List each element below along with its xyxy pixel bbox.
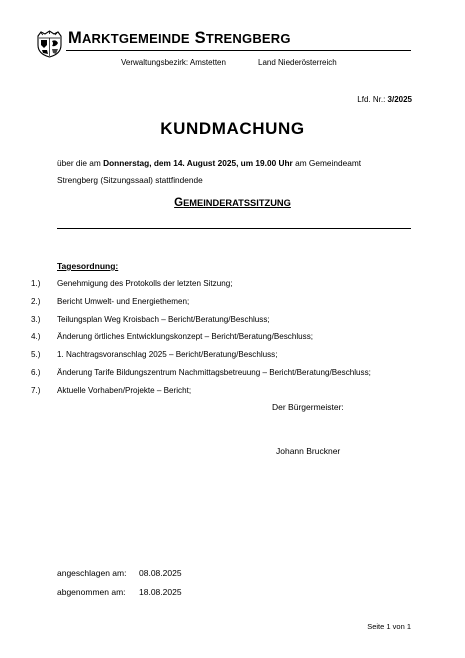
mayor-title: Der Bürgermeister: bbox=[272, 402, 344, 412]
posted-date-row bbox=[57, 568, 182, 578]
agenda-item: 2.) Bericht Umwelt- und Energiethemen; bbox=[31, 296, 190, 306]
district-label: Verwaltungsbezirk: Amstetten bbox=[121, 58, 226, 67]
agenda-item: 7.) Aktuelle Vorhaben/Projekte – Bericht; bbox=[31, 385, 192, 395]
removed-label: abgenommen am: bbox=[57, 587, 126, 597]
state-label: Land Niederösterreich bbox=[258, 58, 337, 67]
municipality-name: MARKTGEMEINDE STRENGBERG bbox=[68, 29, 291, 47]
meeting-datetime: Donnerstag, dem 14. August 2025, um 19.00 Uhr bbox=[103, 158, 293, 168]
document-title: KUNDMACHUNG bbox=[160, 119, 305, 138]
mayor-name: Johann Bruckner bbox=[276, 446, 341, 456]
reference-label: Lfd. Nr.: bbox=[357, 95, 386, 104]
agenda-item: 3.) Teilungsplan Weg Kroisbach – Bericht/Beratung/Beschluss; bbox=[31, 314, 270, 324]
posted-date: 08.08.2025 bbox=[139, 568, 182, 578]
agenda-heading: Tagesordnung: bbox=[57, 261, 119, 271]
removed-date-row bbox=[57, 587, 182, 597]
reference-number bbox=[357, 95, 412, 104]
section-divider bbox=[57, 228, 411, 229]
header-rule bbox=[66, 50, 411, 51]
removed-date: 18.08.2025 bbox=[139, 587, 182, 597]
reference-value: 3/2025 bbox=[387, 95, 412, 104]
agenda-item: 1.) Genehmigung des Protokolls der letzten Sitzung; bbox=[31, 279, 233, 288]
coat-of-arms-icon bbox=[37, 30, 62, 58]
agenda-item: 4.) Änderung örtliches Entwicklungskonzept – Bericht/Beratung/Beschluss; bbox=[31, 332, 313, 342]
meeting-type-heading: GEMEINDERATSSITZUNG bbox=[174, 197, 291, 209]
intro-text: über die am Donnerstag, dem 14. August 2025, um 19.00 Uhr am Gemeindeamt Strengberg (Sitzungssaal) stattfindende bbox=[57, 158, 362, 185]
agenda-item: 5.) 1. Nachtragsvoranschlag 2025 – Bericht/Beratung/Beschluss; bbox=[31, 350, 278, 360]
page-number: Seite 1 von 1 bbox=[367, 622, 411, 631]
agenda-item: 6.) Änderung Tarife Bildungszentrum Nachmittagsbetreuung – Bericht/Beratung/Beschluss; bbox=[31, 367, 371, 377]
agenda-list bbox=[0, 279, 465, 404]
posted-label: angeschlagen am: bbox=[57, 568, 127, 578]
